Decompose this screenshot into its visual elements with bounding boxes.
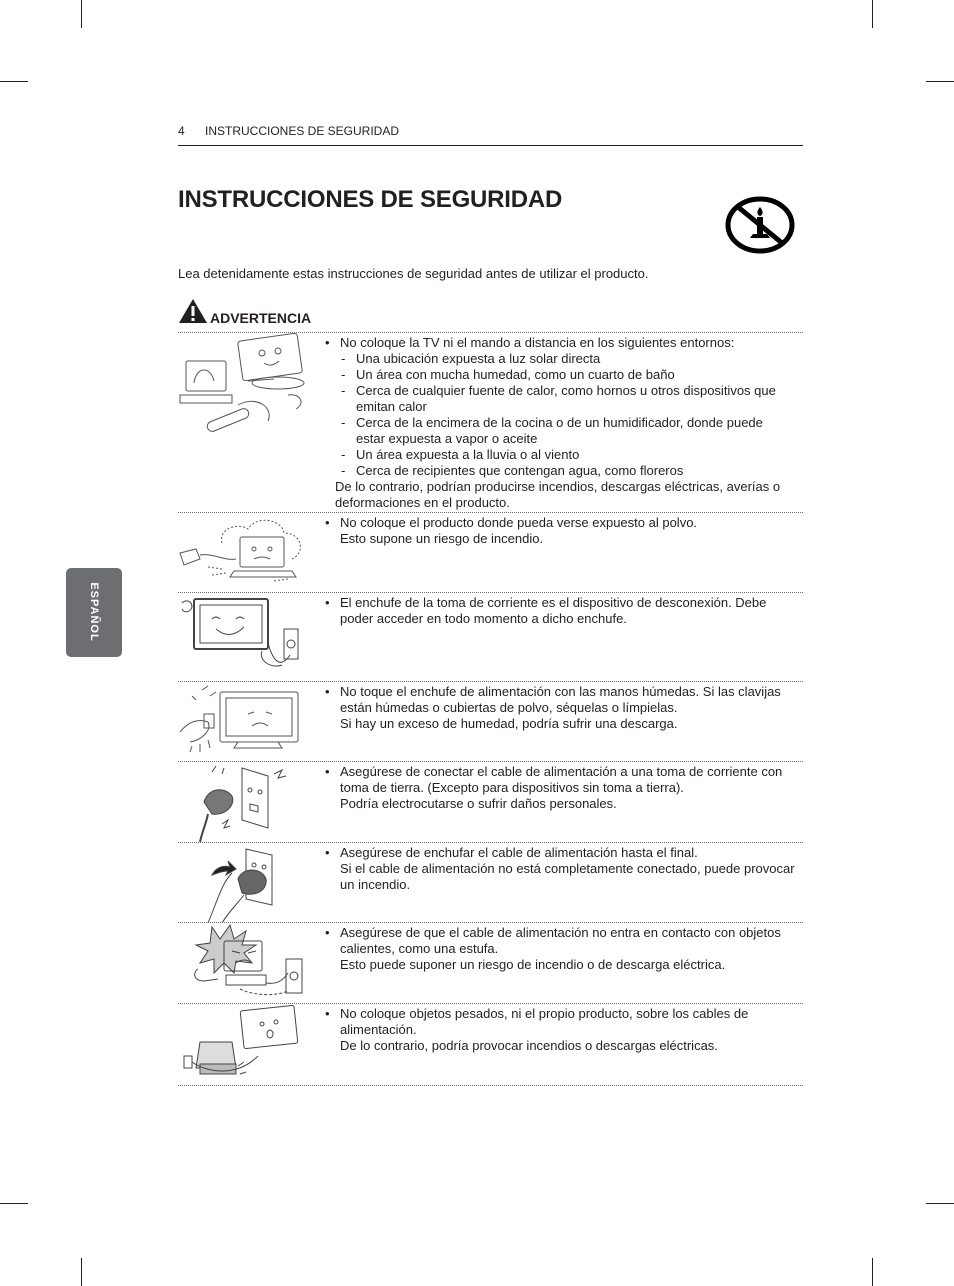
item-line: De lo contrario, podría provocar incendios o descargas eléctricas. <box>340 1038 718 1053</box>
crop-mark <box>0 81 28 82</box>
header-section-title: INSTRUCCIONES DE SEGURIDAD <box>205 124 400 138</box>
item-line: Esto supone un riesgo de incendio. <box>340 531 544 546</box>
crop-mark <box>926 81 954 82</box>
tv-dust-illustration <box>178 513 312 591</box>
item-text <box>325 1006 795 1054</box>
plug-accessible-illustration <box>178 593 312 675</box>
language-tab <box>66 568 122 657</box>
crop-mark <box>872 0 873 28</box>
item-bullet: • No coloque la TV ni el mando a distancia en los siguientes entornos: <box>325 335 795 351</box>
item-dash: - Una ubicación expuesta a luz solar directa <box>325 351 795 367</box>
safety-item <box>178 922 803 1004</box>
item-bullet: • No coloque el producto donde pueda verse expuesto al polvo. <box>325 515 795 531</box>
item-line: Si hay un exceso de humedad, podría sufrir una descarga. <box>340 716 678 731</box>
wet-hands-plug-illustration <box>178 682 312 760</box>
plug-fully-inserted-illustration <box>178 843 312 923</box>
safety-item <box>178 761 803 843</box>
crop-mark <box>872 1258 873 1286</box>
item-dash: - Cerca de cualquier fuente de calor, como hornos u otros dispositivos que emitan calor <box>325 383 795 415</box>
page-title: INSTRUCCIONES DE SEGURIDAD <box>178 186 563 213</box>
page-number: 4 <box>178 124 185 138</box>
item-dash: - Un área con mucha humedad, como un cuarto de baño <box>325 367 795 383</box>
item-bullet: • Asegúrese de enchufar el cable de alimentación hasta el final. <box>325 845 795 861</box>
item-text <box>325 595 795 627</box>
cable-hot-stove-illustration <box>178 923 312 1003</box>
tv-remote-environment-illustration <box>178 333 312 437</box>
safety-item <box>178 842 803 923</box>
item-line: Si el cable de alimentación no está completamente conectado, puede provocar un incendio. <box>340 861 795 892</box>
warning-heading <box>178 298 378 328</box>
safety-item <box>178 592 803 682</box>
warning-triangle-icon <box>178 298 208 324</box>
item-bullet: • No coloque objetos pesados, ni el propio producto, sobre los cables de alimentación. <box>325 1006 795 1038</box>
item-dash: - Cerca de la encimera de la cocina o de un humidificador, donde puede estar expuesta a vapor o aceite <box>325 415 795 447</box>
safety-item <box>178 512 803 593</box>
crop-mark <box>926 1203 954 1204</box>
warning-label: ADVERTENCIA <box>210 310 312 326</box>
heavy-object-on-cable-illustration <box>178 1004 312 1084</box>
item-bullet: • Asegúrese de conectar el cable de alimentación a una toma de corriente con toma de tierra. (Excepto para dispositivos sin toma a tierra). <box>325 764 795 796</box>
safety-item <box>178 681 803 762</box>
grounded-outlet-illustration <box>178 762 312 842</box>
item-line: Podría electrocutarse o sufrir daños personales. <box>340 796 617 811</box>
item-dash: - Un área expuesta a la lluvia o al viento <box>325 447 795 463</box>
crop-mark <box>81 0 82 28</box>
safety-item <box>178 332 803 513</box>
no-open-flame-icon <box>724 195 796 255</box>
safety-item <box>178 1003 803 1086</box>
item-text <box>325 515 795 547</box>
item-line: Esto puede suponer un riesgo de incendio o de descarga eléctrica. <box>340 957 726 972</box>
item-text <box>325 335 795 511</box>
crop-mark <box>81 1258 82 1286</box>
item-text <box>325 684 795 732</box>
intro-text: Lea detenidamente estas instrucciones de seguridad antes de utilizar el producto. <box>178 266 649 281</box>
item-text <box>325 925 795 973</box>
item-dash: - Cerca de recipientes que contengan agua, como floreros <box>325 463 795 479</box>
item-line: De lo contrario, podrían producirse incendios, descargas eléctricas, averías o deformaciones en el producto. <box>335 479 781 510</box>
language-tab-label: ESPAÑOL <box>88 582 100 642</box>
running-header <box>178 123 803 146</box>
item-bullet: • No toque el enchufe de alimentación con las manos húmedas. Si las clavijas están húmedas o cubiertas de polvo, séquelas o límpielas. <box>325 684 795 716</box>
item-bullet: • El enchufe de la toma de corriente es el dispositivo de desconexión. Debe poder acceder en todo momento a dicho enchufe. <box>325 595 795 627</box>
item-bullet: • Asegúrese de que el cable de alimentación no entra en contacto con objetos calientes, como una estufa. <box>325 925 795 957</box>
item-text <box>325 845 795 893</box>
crop-mark <box>0 1203 28 1204</box>
item-text <box>325 764 795 812</box>
